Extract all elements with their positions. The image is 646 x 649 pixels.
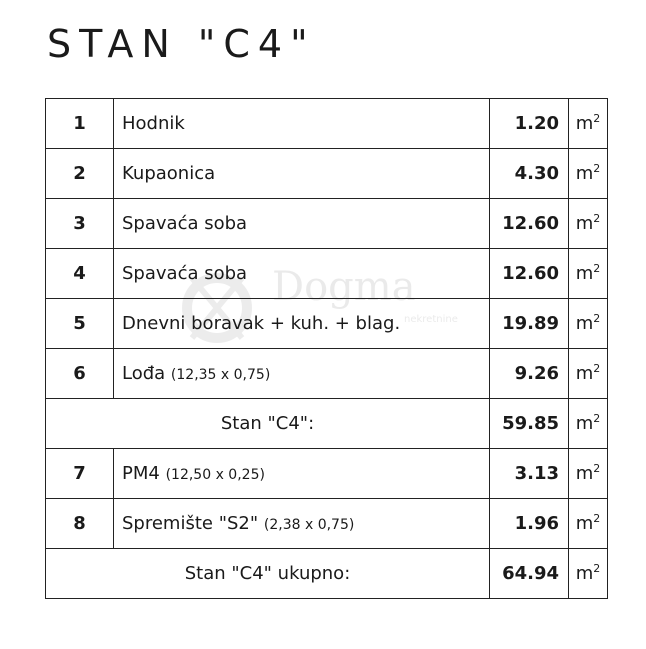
row-number: 7 (46, 449, 114, 499)
unit-cell (569, 449, 608, 499)
table-row (46, 199, 608, 249)
unit-exponent: 2 (593, 512, 601, 525)
row-number: 5 (46, 299, 114, 349)
row-number: 4 (46, 249, 114, 299)
unit-exponent: 2 (593, 312, 601, 325)
unit-cell (569, 199, 608, 249)
room-dimensions: (2,38 x 0,75) (263, 517, 355, 533)
unit-cell (569, 99, 608, 149)
unit: m (575, 163, 594, 184)
unit-cell (569, 299, 608, 349)
table-row (46, 449, 608, 499)
room-area: 1.96 (490, 499, 569, 549)
unit-cell (569, 249, 608, 299)
room-area: 1.20 (490, 99, 569, 149)
room-name: Spremište "S2" (122, 513, 259, 534)
table-row (46, 299, 608, 349)
unit: m (575, 463, 594, 484)
unit-exponent: 2 (593, 112, 601, 125)
unit: m (575, 263, 594, 284)
unit-exponent: 2 (593, 462, 601, 475)
room-name: Lođa (122, 363, 166, 384)
unit: m (575, 213, 594, 234)
watermark-text: Dogma (272, 264, 416, 310)
unit-exponent: 2 (593, 562, 601, 575)
room-area: 3.13 (490, 449, 569, 499)
room-name-cell (114, 199, 490, 249)
room-name: Kupaonica (122, 163, 216, 184)
room-name-cell (114, 449, 490, 499)
page-title: STAN "C4" (47, 22, 316, 66)
total-label: Stan "C4" ukupno: (46, 549, 490, 599)
unit: m (575, 113, 594, 134)
subtotal-row (46, 399, 608, 449)
room-area: 12.60 (490, 249, 569, 299)
room-area: 12.60 (490, 199, 569, 249)
watermark-subtext: nekretnine (404, 314, 458, 325)
unit-cell (569, 349, 608, 399)
table-row (46, 249, 608, 299)
room-name-cell (114, 299, 490, 349)
room-name-cell (114, 349, 490, 399)
unit-cell (569, 399, 608, 449)
unit: m (575, 363, 594, 384)
subtotal-area: 59.85 (490, 399, 569, 449)
room-name: Hodnik (122, 113, 185, 134)
room-name-cell (114, 149, 490, 199)
unit-exponent: 2 (593, 412, 601, 425)
unit-cell (569, 499, 608, 549)
row-number: 2 (46, 149, 114, 199)
unit-exponent: 2 (593, 362, 601, 375)
room-dimensions: (12,35 x 0,75) (170, 367, 271, 383)
unit: m (575, 513, 594, 534)
unit-exponent: 2 (593, 212, 601, 225)
unit: m (575, 413, 594, 434)
room-area-table (45, 98, 608, 599)
table-row (46, 99, 608, 149)
room-area: 19.89 (490, 299, 569, 349)
room-name: Dnevni boravak + kuh. + blag. (122, 313, 401, 334)
row-number: 6 (46, 349, 114, 399)
room-area: 9.26 (490, 349, 569, 399)
unit-exponent: 2 (593, 162, 601, 175)
room-name: Spavaća soba (122, 263, 248, 284)
total-row (46, 549, 608, 599)
unit: m (575, 313, 594, 334)
row-number: 3 (46, 199, 114, 249)
unit: m (575, 563, 594, 584)
table-row (46, 149, 608, 199)
room-dimensions: (12,50 x 0,25) (165, 467, 265, 483)
row-number: 8 (46, 499, 114, 549)
unit-cell (569, 149, 608, 199)
unit-cell (569, 549, 608, 599)
room-name-cell (114, 99, 490, 149)
subtotal-label: Stan "C4": (46, 399, 490, 449)
total-area: 64.94 (490, 549, 569, 599)
room-name: Spavaća soba (122, 213, 248, 234)
room-name-cell (114, 499, 490, 549)
room-area: 4.30 (490, 149, 569, 199)
table-row (46, 499, 608, 549)
table-row (46, 349, 608, 399)
room-name-cell (114, 249, 490, 299)
unit-exponent: 2 (593, 262, 601, 275)
row-number: 1 (46, 99, 114, 149)
room-name: PM4 (122, 463, 160, 484)
